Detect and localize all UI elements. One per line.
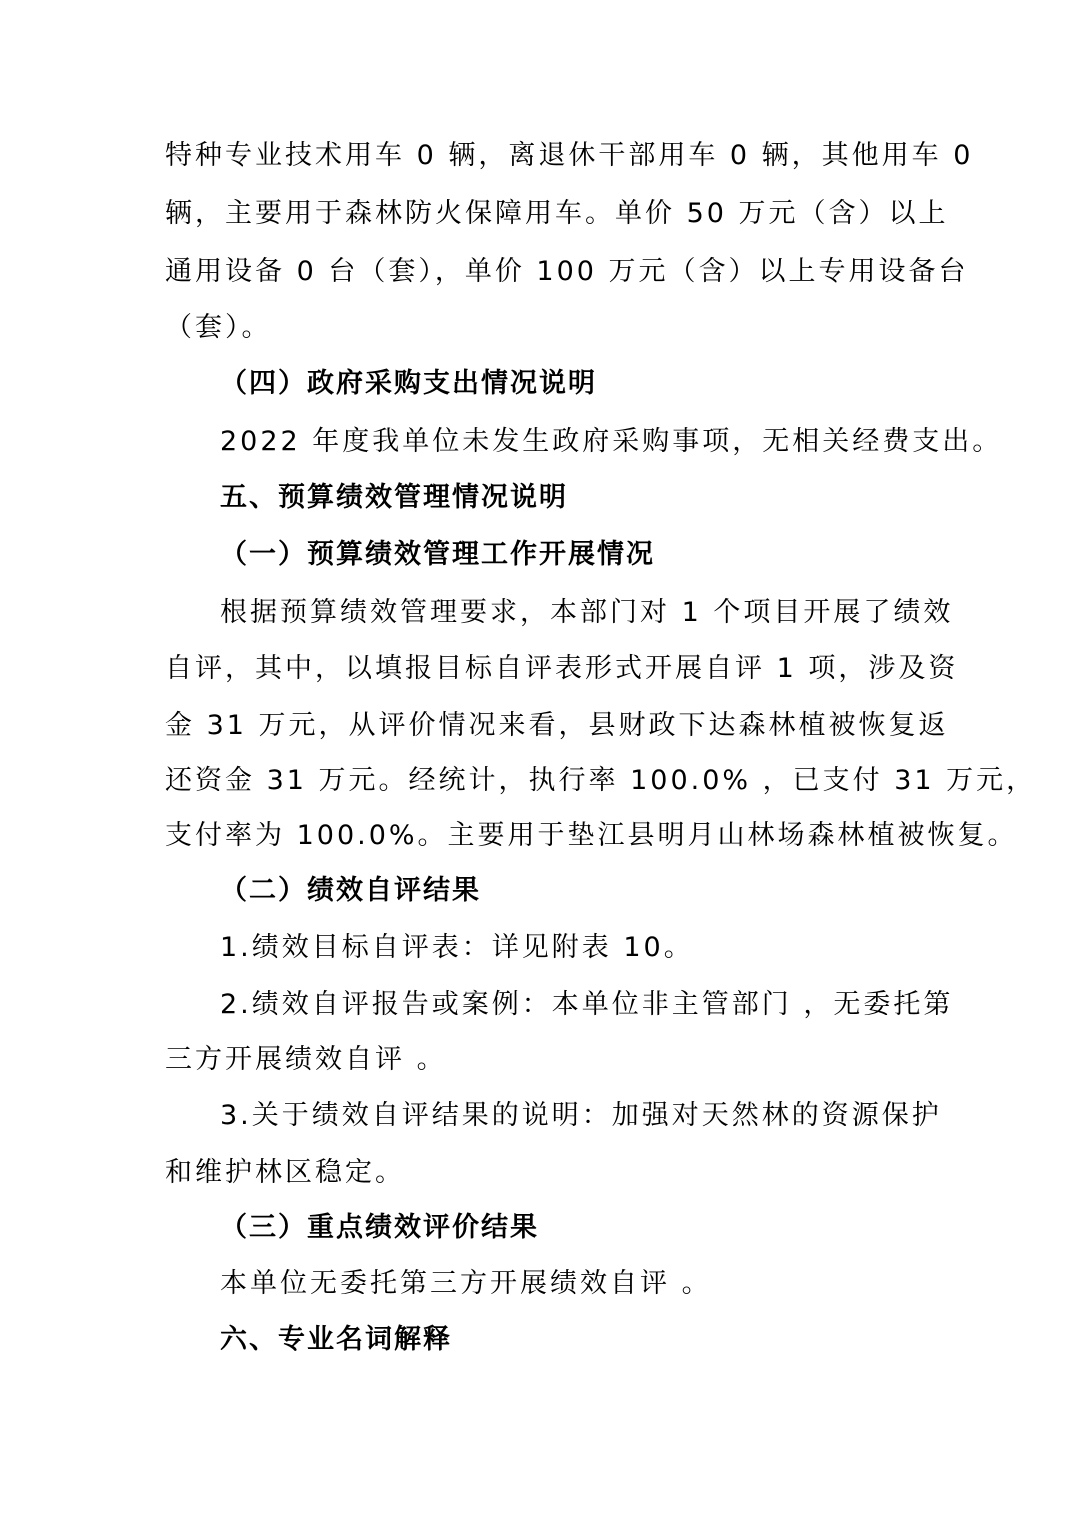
paragraph-line: 本单位无委托第三方开展绩效自评 。 [220, 1268, 712, 1299]
paragraph-line: 还资金 31 万元。经统计，执行率 100.0% ，已支付 31 万元， [165, 765, 1037, 796]
paragraph-line: 通用设备 0 台（套），单价 100 万元（含）以上专用设备台 [165, 256, 969, 287]
paragraph-line: 辆，主要用于森林防火保障用车。单价 50 万元（含）以上 [165, 198, 949, 229]
paragraph-line: 自评，其中，以填报目标自评表形式开展自评 1 项，涉及资 [165, 653, 959, 684]
paragraph-line: 支付率为 100.0%。主要用于垫江县明月山林场森林植被恢复。 [165, 820, 1018, 851]
paragraph-line: 三方开展绩效自评 。 [165, 1044, 447, 1075]
section-heading-government-procurement: （四）政府采购支出情况说明 [220, 368, 597, 399]
paragraph-line: 特种专业技术用车 0 辆，离退休干部用车 0 辆，其他用车 0 [165, 140, 974, 171]
subsection-heading-self-evaluation: （二）绩效自评结果 [220, 875, 481, 906]
paragraph-line: 2022 年度我单位未发生政府采购事项，无相关经费支出。 [220, 426, 1003, 457]
paragraph-line: 金 31 万元，从评价情况来看，县财政下达森林植被恢复返 [165, 710, 949, 741]
list-item: 2.绩效自评报告或案例：本单位非主管部门 ，无委托第 [220, 989, 954, 1020]
paragraph-line: 和维护林区稳定。 [165, 1157, 405, 1188]
subsection-heading-performance-work: （一）预算绩效管理工作开展情况 [220, 539, 655, 570]
paragraph-line: （套）。 [165, 312, 272, 343]
list-item: 3.关于绩效自评结果的说明：加强对天然林的资源保护 [220, 1100, 942, 1131]
section-heading-terminology: 六、专业名词解释 [220, 1324, 452, 1355]
paragraph-line: 根据预算绩效管理要求，本部门对 1 个项目开展了绩效 [220, 597, 954, 628]
list-item: 1.绩效目标自评表：详见附表 10。 [220, 932, 694, 963]
subsection-heading-key-evaluation: （三）重点绩效评价结果 [220, 1212, 539, 1243]
section-heading-budget-performance: 五、预算绩效管理情况说明 [220, 482, 568, 513]
